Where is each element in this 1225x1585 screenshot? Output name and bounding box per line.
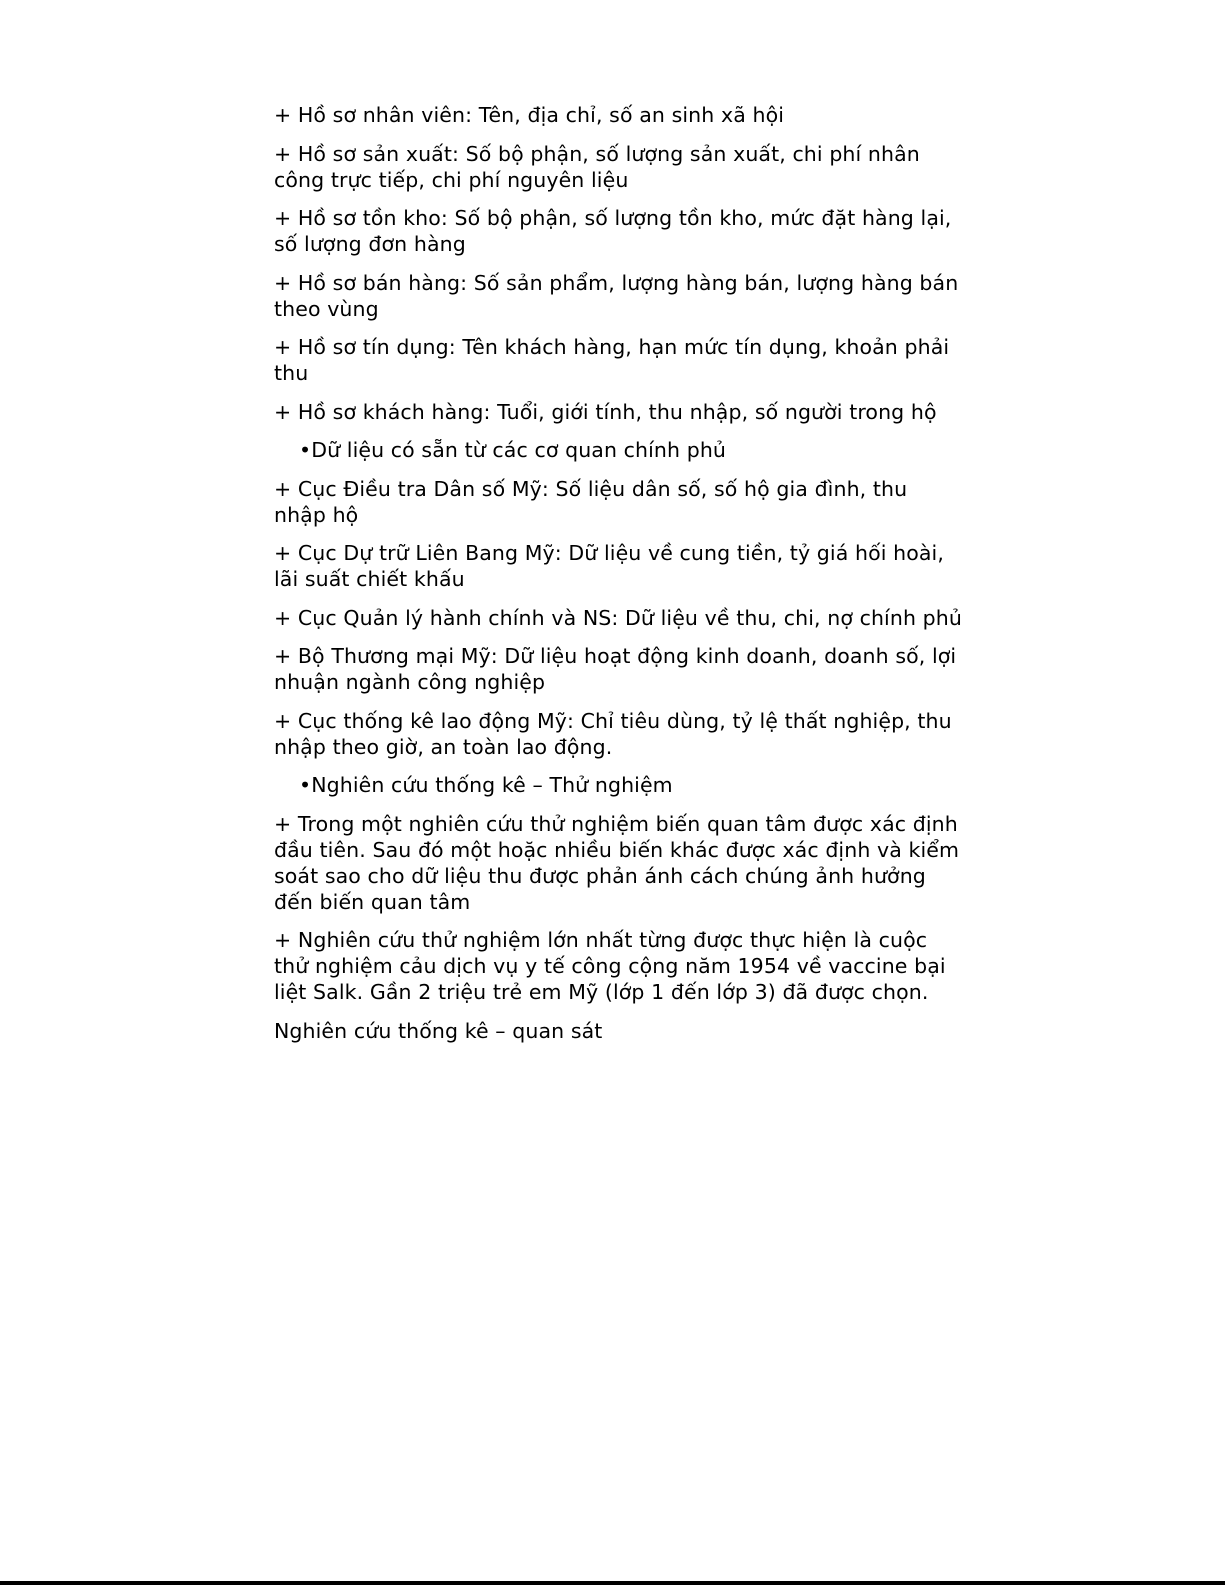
paragraph-inventory-records: + Hồ sơ tồn kho: Số bộ phận, số lượng tồn kho, mức đặt hàng lại, số lượng đơn hàng [274,206,952,256]
paragraph-employee-records: + Hồ sơ nhân viên: Tên, địa chỉ, số an sinh xã hội [274,103,785,127]
paragraph-federal-reserve: + Cục Dự trữ Liên Bang Mỹ: Dữ liệu về cung tiền, tỷ giá hối hoài, lãi suất chiết khấu [274,541,944,591]
paragraph-management-budget: + Cục Quản lý hành chính và NS: Dữ liệu về thu, chi, nợ chính phủ [274,605,962,630]
bullet-experimental-study: •Nghiên cứu thống kê – Thử nghiệm [299,773,673,797]
paragraph-census-bureau: + Cục Điều tra Dân số Mỹ: Số liệu dân số, số hộ gia đình, thu nhập hộ [274,476,908,527]
paragraph-production-records: + Hồ sơ sản xuất: Số bộ phận, số lượng sản xuất, chi phí nhân công trực tiếp, chi phí nguyên liệu [274,141,920,192]
paragraph-labor-statistics: + Cục thống kê lao động Mỹ: Chỉ tiêu dùng, tỷ lệ thất nghiệp, thu nhập theo giờ, an toàn lao động. [274,708,952,759]
paragraph-commerce-department: + Bộ Thương mại Mỹ: Dữ liệu hoạt động kinh doanh, doanh số, lợi nhuận ngành công nghiệp [274,644,957,694]
page-bottom-border [0,1581,1225,1585]
paragraph-customer-records: + Hồ sơ khách hàng: Tuổi, giới tính, thu nhập, số người trong hộ [274,399,937,424]
paragraph-experimental-definition: + Trong một nghiên cứu thử nghiệm biến quan tâm được xác định đầu tiên. Sau đó một hoặc nhiều biến khác được xác định và kiểm soát sao cho dữ liệu thu được phản ánh cách chúng ảnh hưởng đến biến quan tâm [274,811,960,914]
paragraph-sales-records: + Hồ sơ bán hàng: Số sản phẩm, lượng hàng bán, lượng hàng bán theo vùng [274,270,959,321]
paragraph-observational-study: Nghiên cứu thống kê – quan sát [274,1018,603,1043]
paragraph-salk-vaccine-trial: + Nghiên cứu thử nghiệm lớn nhất từng được thực hiện là cuộc thử nghiệm cảu dịch vụ y tế công cộng năm 1954 về vaccine bại liệt Salk. Gần 2 triệu trẻ em Mỹ (lớp 1 đến lớp 3) đã được chọn. [274,928,946,1004]
bullet-government-data: •Dữ liệu có sẵn từ các cơ quan chính phủ [299,438,727,462]
paragraph-credit-records: + Hồ sơ tín dụng: Tên khách hàng, hạn mức tín dụng, khoản phải thu [274,335,950,385]
document-body [274,102,964,1056]
